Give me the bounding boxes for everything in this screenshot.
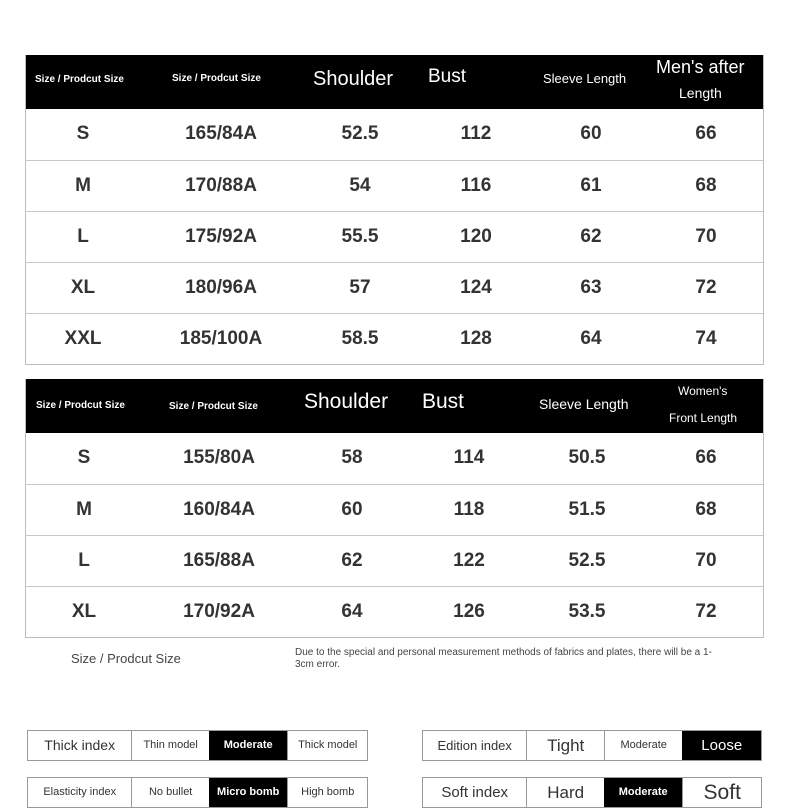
table-cell: 63: [580, 277, 602, 298]
table-cell: S: [76, 123, 90, 144]
elasticity-index: [27, 777, 368, 808]
table-cell: 62: [580, 226, 602, 247]
index-option: Hard: [526, 778, 604, 807]
table-cell: 70: [695, 226, 717, 247]
index-label: Soft index: [441, 784, 509, 801]
table-cell: 64: [341, 601, 363, 622]
mens-table-header: [26, 55, 763, 109]
mens-size-table: [25, 55, 764, 365]
index-label: Edition index: [437, 738, 512, 753]
soft-index: [422, 777, 762, 808]
table-row: [26, 262, 763, 313]
table-cell: 124: [460, 277, 492, 298]
header-sleeve-length: Sleeve Length: [539, 396, 629, 412]
table-cell: 60: [341, 499, 363, 520]
index-option: Thin model: [131, 731, 209, 760]
index-option: Thick model: [287, 731, 367, 760]
header-length-title: Men's after: [656, 57, 745, 77]
index-option: Moderate: [604, 778, 683, 807]
table-cell: S: [77, 447, 91, 468]
table-cell: 160/84A: [183, 499, 255, 520]
table-cell: 68: [695, 175, 717, 196]
mens-table-body: [26, 109, 763, 364]
table-cell: 72: [695, 601, 717, 622]
index-option: Moderate: [604, 731, 683, 760]
table-row: [26, 313, 763, 364]
table-cell: 118: [453, 499, 485, 520]
table-cell: M: [76, 499, 92, 520]
table-row: [26, 160, 763, 211]
index-label: Elasticity index: [43, 786, 117, 798]
index-option: Micro bomb: [209, 778, 288, 807]
header-bust: Bust: [428, 66, 467, 87]
table-cell: 165/88A: [183, 550, 255, 571]
womens-table-header: [26, 379, 763, 433]
index-option: Moderate: [209, 731, 288, 760]
womens-size-table: [25, 379, 764, 638]
table-cell: 126: [453, 601, 485, 622]
table-cell: 61: [580, 175, 602, 196]
measurement-disclaimer: Due to the special and personal measurement methods of fabrics and plates, there will be a 1-3cm error.: [295, 647, 712, 670]
table-row: [26, 109, 763, 160]
header-bust: Bust: [422, 390, 465, 413]
table-cell: 64: [580, 328, 602, 349]
table-cell: 52.5: [568, 550, 606, 571]
table-cell: 155/80A: [183, 447, 255, 468]
index-option: Loose: [682, 731, 761, 760]
table-cell: 58.5: [341, 328, 379, 349]
table-cell: 185/100A: [179, 328, 263, 349]
index-option: No bullet: [131, 778, 209, 807]
header-sleeve-length: Sleeve Length: [543, 71, 627, 86]
table-cell: L: [77, 226, 89, 247]
table-row: [26, 535, 763, 586]
table-cell: 66: [695, 447, 717, 468]
table-cell: 120: [460, 226, 492, 247]
header-length-sub: Front Length: [669, 411, 738, 425]
table-cell: 180/96A: [185, 277, 257, 298]
table-cell: 116: [460, 175, 492, 196]
table-row: [26, 484, 763, 535]
table-cell: 68: [695, 499, 717, 520]
table-cell: 54: [349, 175, 371, 196]
table-cell: 52.5: [341, 123, 379, 144]
womens-table-body: [26, 433, 763, 637]
table-cell: 62: [341, 550, 363, 571]
header-size: Size / Prodcut Size: [36, 400, 125, 411]
index-label: Thick index: [44, 737, 116, 753]
table-cell: 60: [580, 123, 602, 144]
table-cell: XL: [70, 277, 96, 298]
table-cell: 114: [453, 447, 485, 468]
index-option: High bomb: [287, 778, 367, 807]
table-cell: 170/88A: [185, 175, 257, 196]
table-cell: 122: [453, 550, 485, 571]
table-cell: 66: [695, 123, 717, 144]
header-length-title: Women's: [678, 384, 728, 398]
size-note: Size / Prodcut Size: [71, 651, 181, 666]
header-shoulder: Shoulder: [304, 390, 389, 413]
table-row: [26, 211, 763, 262]
header-size: Size / Prodcut Size: [35, 74, 124, 85]
table-cell: 170/92A: [183, 601, 255, 622]
header-length-sub: Length: [679, 85, 722, 101]
table-cell: 57: [349, 277, 371, 298]
table-cell: 74: [695, 328, 717, 349]
table-cell: 112: [460, 123, 492, 144]
table-cell: 53.5: [568, 601, 606, 622]
table-cell: 175/92A: [185, 226, 257, 247]
table-cell: 128: [460, 328, 492, 349]
table-cell: 51.5: [568, 499, 606, 520]
table-cell: 55.5: [341, 226, 379, 247]
table-cell: 72: [695, 277, 717, 298]
table-cell: L: [78, 550, 90, 571]
header-product-size: Size / Prodcut Size: [169, 401, 258, 412]
index-option: Tight: [526, 731, 604, 760]
table-cell: M: [75, 175, 91, 196]
header-product-size: Size / Prodcut Size: [172, 73, 261, 84]
header-shoulder: Shoulder: [313, 68, 394, 90]
thick-index: [27, 730, 368, 761]
table-cell: 165/84A: [185, 123, 257, 144]
table-cell: 58: [341, 447, 363, 468]
table-cell: XXL: [64, 328, 102, 349]
table-row: [26, 586, 763, 637]
index-option: Soft: [682, 778, 761, 807]
table-row: [26, 433, 763, 484]
table-cell: 50.5: [568, 447, 606, 468]
table-cell: XL: [71, 601, 97, 622]
table-cell: 70: [695, 550, 717, 571]
edition-index: [422, 730, 762, 761]
